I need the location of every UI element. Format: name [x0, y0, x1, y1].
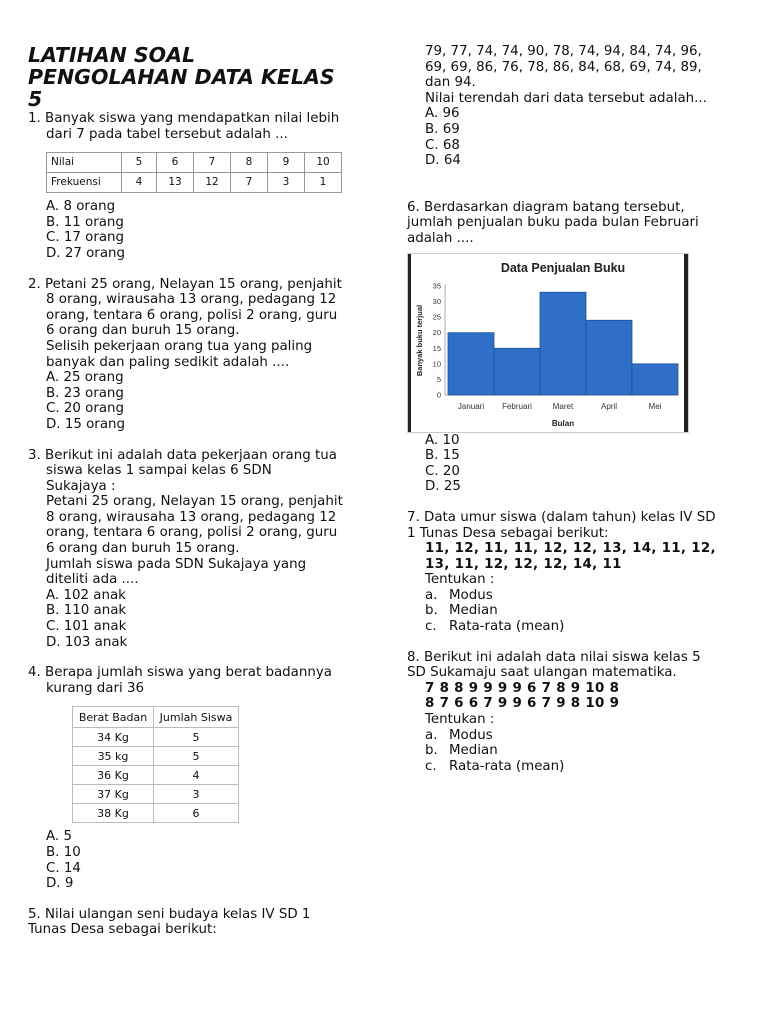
question-text: kurang dari 36 [46, 680, 145, 696]
sub-item-letter: b. [425, 603, 438, 619]
table-cell: Frekuensi [47, 173, 122, 193]
y-tick-label: 0 [436, 390, 441, 400]
table-cell: 5 [122, 153, 157, 173]
question-text: dari 7 pada tabel tersebut adalah ... [46, 126, 288, 142]
nilai-frekuensi-table [46, 152, 342, 193]
table-cell: 6 [157, 153, 194, 173]
question-text: Tentukan : [425, 712, 495, 728]
table-cell: 4 [154, 766, 239, 785]
sub-item-text: Rata-rata (mean) [449, 758, 565, 774]
question-5-continued [407, 44, 757, 169]
y-tick-label: 30 [432, 296, 441, 306]
table-cell: 12 [194, 173, 231, 193]
answer-option: D. 9 [46, 876, 74, 892]
question-3 [28, 448, 378, 651]
answer-option: C. 68 [425, 137, 460, 153]
sub-item-letter: a. [425, 727, 438, 743]
table-cell: 37 Kg [73, 785, 154, 804]
sub-item [407, 588, 757, 604]
data-values: 13, 11, 12, 12, 12, 14, 11 [425, 556, 622, 572]
table-cell: 8 [231, 153, 268, 173]
table-cell: 36 Kg [73, 766, 154, 785]
table-cell: Nilai [47, 153, 122, 173]
answer-option: A. 10 [425, 432, 460, 448]
question-text: 1. Banyak siswa yang mendapatkan nilai lebih [28, 111, 340, 126]
question-4 [28, 665, 378, 892]
title-line: 5 [28, 87, 43, 111]
sub-item-letter: c. [425, 619, 437, 635]
answer-option: C. 20 orang [46, 401, 125, 417]
sub-item [407, 743, 757, 759]
x-axis-title: Bulan [551, 418, 575, 428]
question-text: adalah .... [407, 230, 474, 246]
bar-chart [407, 253, 689, 433]
y-tick-label: 10 [432, 358, 441, 368]
left-column [28, 0, 378, 938]
y-tick-label: 35 [432, 281, 441, 291]
question-text: 7. Data umur siswa (dalam tahun) kelas IV SD [407, 509, 716, 525]
bar [540, 292, 586, 395]
answer-option: B. 10 [46, 845, 81, 860]
sub-item [407, 728, 757, 744]
sub-item-letter: b. [425, 743, 438, 759]
question-text: 5. Nilai ulangan seni budaya kelas IV SD 1 [28, 906, 311, 922]
right-column [407, 0, 757, 774]
question-7 [407, 510, 757, 635]
table-cell: 5 [154, 728, 239, 747]
question-text: 8 orang, wirausaha 13 orang, pedagang 12 [46, 292, 337, 308]
answer-option: D. 15 orang [46, 416, 126, 432]
table-cell: 10 [305, 153, 342, 173]
question-text: 8. Berikut ini adalah data nilai siswa kelas 5 [407, 649, 701, 665]
y-axis-title: Banyak buku terjual [415, 304, 424, 376]
question-8 [407, 650, 757, 775]
answer-option: B. 69 [425, 121, 460, 137]
question-text: 8 orang, wirausaha 13 orang, pedagang 12 [46, 509, 337, 525]
answer-option: D. 64 [425, 153, 461, 169]
sub-item-text: Modus [449, 727, 493, 743]
x-tick-label: Februari [502, 401, 532, 411]
question-text: 4. Berapa jumlah siswa yang berat badannya [28, 665, 332, 681]
table-cell: 3 [268, 173, 305, 193]
question-text: siswa kelas 1 sampai kelas 6 SDN [46, 463, 272, 479]
answer-option: A. 102 anak [46, 587, 126, 603]
question-text: Nilai terendah dari data tersebut adalah... [425, 90, 707, 106]
sub-item-letter: c. [425, 758, 437, 774]
sub-item-text: Median [449, 603, 498, 619]
answer-option: B. 23 orang [46, 385, 124, 401]
answer-option: A. 96 [425, 106, 460, 122]
table-cell: 1 [305, 173, 342, 193]
question-text: Jumlah siswa pada SDN Sukajaya yang [46, 556, 307, 572]
sub-item-text: Median [449, 743, 498, 759]
x-tick-label: April [600, 401, 618, 411]
bar [448, 332, 494, 394]
question-text: 2. Petani 25 orang, Nelayan 15 orang, penjahit [28, 276, 342, 292]
question-text: banyak dan paling sedikit adalah .... [46, 354, 290, 370]
answer-option: D. 27 orang [46, 245, 126, 261]
question-text: 3. Berikut ini adalah data pekerjaan orang tua [28, 447, 337, 463]
answer-option: B. 15 [425, 448, 460, 464]
x-tick-label: Mei [648, 401, 662, 411]
chart-frame-left [408, 254, 411, 432]
table-cell: 38 Kg [73, 804, 154, 823]
answer-option: C. 14 [46, 860, 81, 876]
table-cell: 9 [268, 153, 305, 173]
table-cell: 5 [154, 747, 239, 766]
sub-item-text: Rata-rata (mean) [449, 619, 565, 635]
y-tick-label: 25 [432, 312, 441, 322]
table-cell: 7 [231, 173, 268, 193]
answer-option: D. 103 anak [46, 634, 128, 650]
y-tick-label: 15 [432, 343, 441, 353]
answer-option: C. 101 anak [46, 619, 127, 635]
question-text: 79, 77, 74, 74, 90, 78, 74, 94, 84, 74, 96, [425, 44, 702, 59]
answer-option: C. 17 orang [46, 230, 125, 246]
answer-option: C. 20 [425, 463, 460, 479]
table-cell: 13 [157, 173, 194, 193]
sub-item [407, 759, 757, 775]
y-tick-label: 5 [436, 374, 441, 384]
sub-item-text: Modus [449, 587, 493, 603]
question-text: 6 orang dan buruh 15 orang. [46, 541, 240, 557]
chart-frame-right [684, 254, 688, 432]
table-cell: 4 [122, 173, 157, 193]
bar [586, 320, 632, 395]
answer-option: A. 25 orang [46, 370, 124, 386]
answer-option: B. 11 orang [46, 214, 124, 230]
question-2 [28, 277, 378, 433]
question-text: orang, tentara 6 orang, polisi 2 orang, guru [46, 525, 338, 541]
question-text: SD Sukamaju saat ulangan matematika. [407, 665, 677, 681]
sub-item [407, 619, 757, 635]
chart-title: Data Penjualan Buku [500, 260, 626, 275]
table-header: Jumlah Siswa [154, 707, 239, 728]
answer-option: A. 5 [46, 829, 72, 845]
table-cell: 3 [154, 785, 239, 804]
sub-item [407, 603, 757, 619]
question-text: Tunas Desa sebagai berikut: [28, 922, 217, 938]
bar [632, 363, 678, 394]
y-tick-label: 20 [432, 327, 441, 337]
answer-option: D. 25 [425, 479, 461, 495]
question-text: orang, tentara 6 orang, polisi 2 orang, guru [46, 307, 338, 323]
question-text: 6 orang dan buruh 15 orang. [46, 323, 240, 339]
question-text: Tentukan : [425, 572, 495, 588]
question-text: 69, 69, 86, 76, 78, 86, 84, 68, 69, 74, 89, [425, 59, 702, 75]
berat-badan-table [72, 706, 239, 823]
data-values: 11, 12, 11, 11, 12, 12, 13, 14, 11, 12, [425, 541, 716, 557]
question-text: 6. Berdasarkan diagram batang tersebut, [407, 199, 685, 215]
bar [494, 348, 540, 395]
data-values: 8 7 6 6 7 9 9 6 7 9 8 10 9 [425, 696, 620, 712]
x-tick-label: Maret [552, 401, 574, 411]
question-6 [407, 200, 757, 495]
question-text: 1 Tunas Desa sebagai berikut: [407, 525, 609, 541]
table-cell: 35 kg [73, 747, 154, 766]
table-cell: 34 Kg [73, 728, 154, 747]
question-text: Sukajaya : [46, 478, 116, 494]
title-line: PENGOLAHAN DATA KELAS [28, 65, 335, 89]
title-line: LATIHAN SOAL [28, 43, 196, 67]
x-tick-label: Januari [457, 401, 485, 411]
question-text: jumlah penjualan buku pada bulan Februari [407, 215, 699, 231]
answer-option: A. 8 orang [46, 199, 116, 215]
bar-chart-svg [408, 254, 688, 432]
table-header: Berat Badan [73, 707, 154, 728]
question-1 [28, 111, 378, 262]
question-5 [28, 907, 378, 938]
sub-item-letter: a. [425, 587, 438, 603]
page-title [28, 44, 378, 110]
table-cell: 7 [194, 153, 231, 173]
question-text: diteliti ada .... [46, 572, 139, 588]
question-text: dan 94. [425, 75, 476, 91]
answer-option: B. 110 anak [46, 603, 127, 619]
question-text: Selisih pekerjaan orang tua yang paling [46, 338, 313, 354]
data-values: 7 8 8 9 9 9 9 6 7 8 9 10 8 [425, 680, 620, 696]
table-cell: 6 [154, 804, 239, 823]
question-text: Petani 25 orang, Nelayan 15 orang, penjahit [46, 494, 343, 510]
